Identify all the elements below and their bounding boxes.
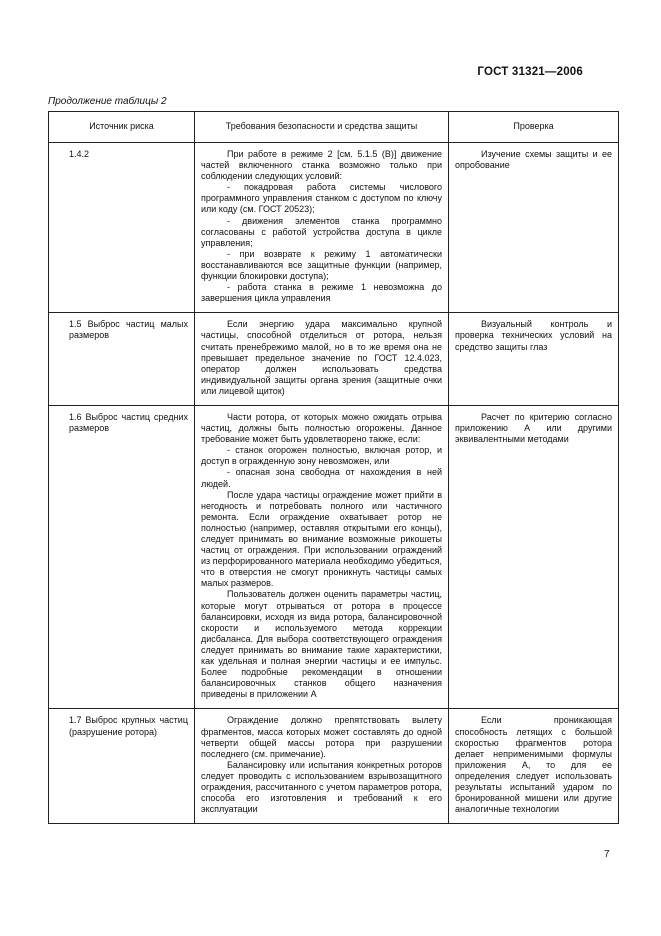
source-cell [49, 143, 195, 313]
table-row [49, 405, 619, 708]
check-text: Визуальный контроль и проверка технических условий на средство защиты глаз [455, 319, 612, 352]
check-cell [449, 709, 619, 824]
table-row [49, 313, 619, 406]
requirement-paragraph: Если энергию удара максимально крупной частицы, способной отделиться от ротора, нельзя считать пренебрежимо малой, но в то же время она не превышает предельное значение по ГОСТ 12.4.023, оператор должен использовать средства индивидуальной защиты органа зрения (защитные очки или лицевой щиток) [201, 319, 442, 396]
column-header-source: Источник риска [49, 112, 195, 143]
column-header-check: Проверка [449, 112, 619, 143]
table-caption: Продолжение таблицы 2 [48, 96, 167, 107]
source-text: 1.7 Выброс крупных частиц (разрушение ротора) [69, 715, 188, 737]
document-code: ГОСТ 31321—2006 [477, 66, 583, 78]
source-text: 1.5 Выброс частиц малых размеров [69, 319, 188, 341]
source-cell [49, 405, 195, 708]
requirement-paragraph: - покадровая работа системы числового программного управления станком с доступом по ключу или коду (см. ГОСТ 20523); [201, 182, 442, 215]
requirements-cell [195, 313, 449, 406]
requirement-paragraph: После удара частицы ограждение может прийти в негодность и потребовать полного или частичного ремонта. Если ограждение охватывает ротор не полностью (например, оставляя открытыми его концы), следует принимать во внимание возможные рикошеты частиц от ограждения. При использовании ограждений из перфорированного материала необходимо убедиться, что в отверстия не смогут проникнуть частицы самых малых размеров. [201, 489, 442, 589]
requirement-paragraph: - станок огорожен полностью, включая ротор, и доступ в огражденную зону невозможен, или [201, 445, 442, 467]
source-text: 1.6 Выброс частиц средних размеров [69, 411, 188, 434]
source-cell [49, 709, 195, 824]
page-number: 7 [604, 849, 610, 860]
requirement-paragraph: Пользователь должен оценить параметры частиц, которые могут отрываться от ротора в процессе балансировки, исходя из вида ротора, балансировочной скорости и используемого метода коррекции дисбаланса. Для выбора соответствующего ограждения следует принимать во внимание такие характеристики, как удельная и полная энергии частицы и ее импульс. Более подробные рекомендации в отношении балансировочных станков общего назначения приведены в приложении А [201, 589, 442, 700]
requirement-paragraph: - при возврате к режиму 1 автоматически восстанавливаются все защитные функции (например, функции блокировки доступа); [201, 248, 442, 282]
table-row [49, 709, 619, 824]
check-text: Если проникающая способность летящих с большой скоростью фрагментов ротора делает неприменимыми формулы приложения А, то для ее определения следует использовать результаты испытаний ударом по бронированной мишени или другие аналогичные технологии [455, 715, 612, 815]
requirements-cell [195, 405, 449, 708]
requirement-paragraph: Балансировку или испытания конкретных роторов следует проводить с использованием взрывозащитного ограждения, рассчитанного с учетом параметров ротора, способа его изготовления и требований к его эксплуатации [201, 759, 442, 815]
requirement-paragraph: - движения элементов станка программно согласованы с работой устройства доступа в цикле управления; [201, 215, 442, 248]
requirements-table [48, 111, 619, 824]
table-header-row [49, 112, 619, 143]
check-cell [449, 313, 619, 406]
requirement-paragraph: При работе в режиме 2 [см. 5.1.5 (B)] движение частей включенного станка возможно только при соблюдении следующих условий: [201, 149, 442, 182]
requirement-paragraph: - опасная зона свободна от нахождения в ней людей. [201, 467, 442, 489]
requirement-paragraph: - работа станка в режиме 1 невозможна до завершения цикла управления [201, 282, 442, 304]
check-text: Изучение схемы защиты и ее опробование [455, 149, 612, 171]
source-cell [49, 313, 195, 406]
requirement-paragraph: Части ротора, от которых можно ожидать отрыва частиц, должны быть полностью огорожены. Данное требование может быть удовлетворено также, если: [201, 411, 442, 445]
requirements-cell [195, 143, 449, 313]
requirement-paragraph: Ограждение должно препятствовать вылету фрагментов, масса которых может составлять до одной четверти общей массы ротора при разрушении последнего (см. примечание). [201, 715, 442, 759]
check-cell [449, 405, 619, 708]
source-text: 1.4.2 [69, 149, 90, 159]
requirements-cell [195, 709, 449, 824]
check-text: Расчет по критерию согласно приложению А или другими эквивалентными методами [455, 411, 612, 445]
column-header-requirements: Требования безопасности и средства защиты [195, 112, 449, 143]
table-row [49, 143, 619, 313]
check-cell [449, 143, 619, 313]
